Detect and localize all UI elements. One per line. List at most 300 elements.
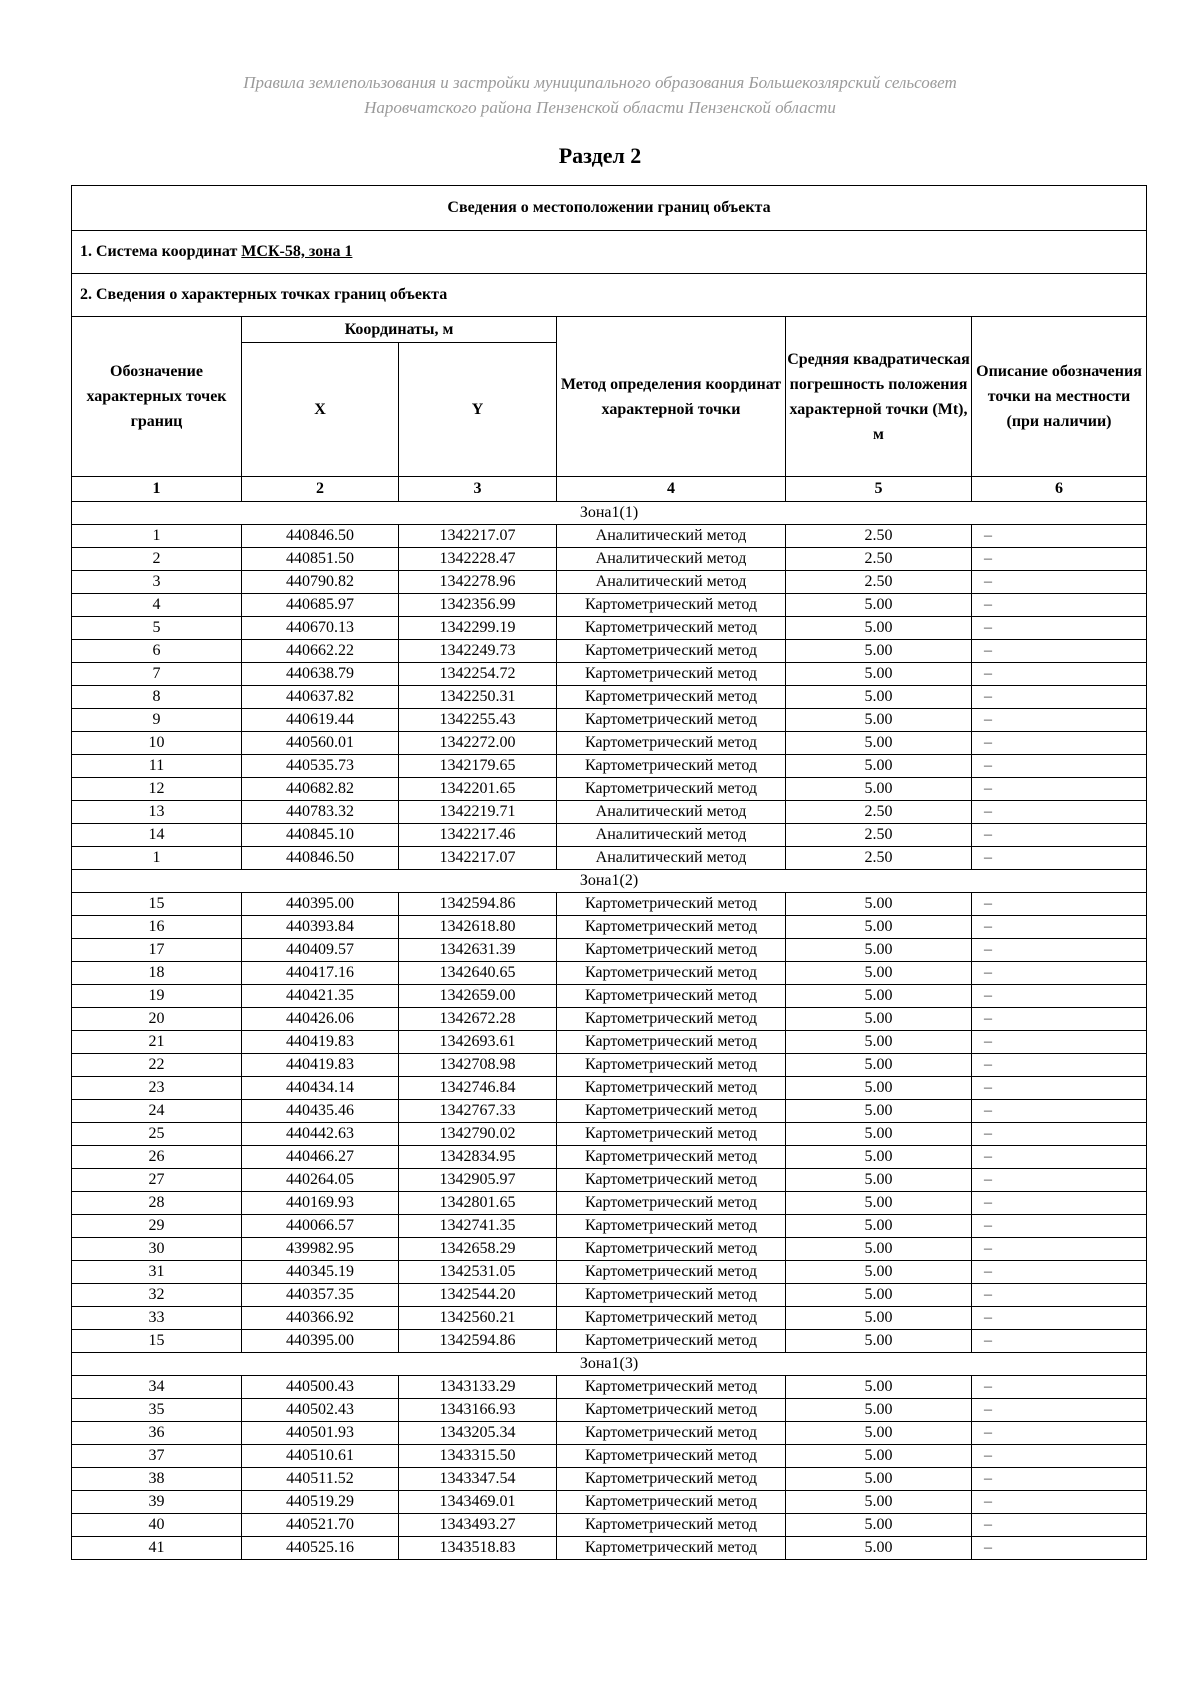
table-row [72, 1468, 1147, 1491]
header-method: Метод определения координат характерной точки [557, 317, 786, 477]
y-coord-cell: 1342594.86 [399, 893, 557, 916]
table-row [72, 1077, 1147, 1100]
method-cell: Картометрический метод [557, 1100, 786, 1123]
error-cell: 5.00 [786, 1514, 972, 1537]
description-cell: – [972, 1399, 1147, 1422]
description-cell: – [972, 1307, 1147, 1330]
point-id-cell: 16 [72, 916, 242, 939]
table-row [72, 1146, 1147, 1169]
method-cell: Картометрический метод [557, 663, 786, 686]
coord-system-prefix: 1. Система координат [80, 243, 242, 260]
table-row [72, 1514, 1147, 1537]
x-coord-cell: 440846.50 [242, 525, 399, 548]
points-caption: 2. Сведения о характерных точках границ объекта [72, 274, 1147, 317]
x-coord-cell: 440502.43 [242, 1399, 399, 1422]
method-cell: Картометрический метод [557, 1307, 786, 1330]
y-coord-cell: 1342631.39 [399, 939, 557, 962]
point-id-cell: 33 [72, 1307, 242, 1330]
x-coord-cell: 440638.79 [242, 663, 399, 686]
point-id-cell: 8 [72, 686, 242, 709]
point-id-cell: 40 [72, 1514, 242, 1537]
error-cell: 5.00 [786, 1491, 972, 1514]
point-id-cell: 15 [72, 893, 242, 916]
x-coord-cell: 440435.46 [242, 1100, 399, 1123]
error-cell: 5.00 [786, 1238, 972, 1261]
x-coord-cell: 440357.35 [242, 1284, 399, 1307]
x-coord-cell: 440426.06 [242, 1008, 399, 1031]
y-coord-cell: 1343518.83 [399, 1537, 557, 1560]
y-coord-cell: 1343493.27 [399, 1514, 557, 1537]
description-cell: – [972, 1169, 1147, 1192]
point-id-cell: 7 [72, 663, 242, 686]
table-row [72, 1330, 1147, 1353]
error-cell: 5.00 [786, 1468, 972, 1491]
error-cell: 5.00 [786, 1284, 972, 1307]
error-cell: 5.00 [786, 985, 972, 1008]
table-row [72, 594, 1147, 617]
error-cell: 5.00 [786, 1100, 972, 1123]
x-coord-cell: 440535.73 [242, 755, 399, 778]
description-cell: – [972, 525, 1147, 548]
description-cell: – [972, 1445, 1147, 1468]
error-cell: 2.50 [786, 824, 972, 847]
description-cell: – [972, 594, 1147, 617]
description-cell: – [972, 571, 1147, 594]
description-cell: – [972, 1238, 1147, 1261]
table-row [72, 801, 1147, 824]
y-coord-cell: 1342201.65 [399, 778, 557, 801]
point-id-cell: 41 [72, 1537, 242, 1560]
point-id-cell: 15 [72, 1330, 242, 1353]
header-y: Y [399, 343, 557, 477]
x-coord-cell: 440560.01 [242, 732, 399, 755]
method-cell: Картометрический метод [557, 1537, 786, 1560]
point-id-cell: 17 [72, 939, 242, 962]
table-row [72, 847, 1147, 870]
y-coord-cell: 1342254.72 [399, 663, 557, 686]
description-cell: – [972, 1330, 1147, 1353]
column-number: 4 [557, 477, 786, 502]
table-row [72, 686, 1147, 709]
point-id-cell: 23 [72, 1077, 242, 1100]
error-cell: 2.50 [786, 847, 972, 870]
error-cell: 5.00 [786, 594, 972, 617]
table-row [72, 1031, 1147, 1054]
table-row [72, 1445, 1147, 1468]
x-coord-cell: 440366.92 [242, 1307, 399, 1330]
method-cell: Картометрический метод [557, 1215, 786, 1238]
error-cell: 5.00 [786, 1307, 972, 1330]
description-cell: – [972, 1376, 1147, 1399]
description-cell: – [972, 985, 1147, 1008]
error-cell: 5.00 [786, 962, 972, 985]
description-cell: – [972, 548, 1147, 571]
method-cell: Картометрический метод [557, 1238, 786, 1261]
y-coord-cell: 1342560.21 [399, 1307, 557, 1330]
point-id-cell: 1 [72, 525, 242, 548]
x-coord-cell: 440846.50 [242, 847, 399, 870]
y-coord-cell: 1342594.86 [399, 1330, 557, 1353]
point-id-cell: 10 [72, 732, 242, 755]
method-cell: Картометрический метод [557, 1445, 786, 1468]
x-coord-cell: 440510.61 [242, 1445, 399, 1468]
y-coord-cell: 1342278.96 [399, 571, 557, 594]
error-cell: 5.00 [786, 1146, 972, 1169]
method-cell: Картометрический метод [557, 1008, 786, 1031]
x-coord-cell: 440783.32 [242, 801, 399, 824]
point-id-cell: 27 [72, 1169, 242, 1192]
column-number: 2 [242, 477, 399, 502]
x-coord-cell: 440395.00 [242, 1330, 399, 1353]
description-cell: – [972, 1008, 1147, 1031]
y-coord-cell: 1342544.20 [399, 1284, 557, 1307]
header-coordinates: Координаты, м [242, 317, 557, 343]
x-coord-cell: 440637.82 [242, 686, 399, 709]
page-header [0, 70, 1200, 120]
error-cell: 5.00 [786, 893, 972, 916]
error-cell: 5.00 [786, 732, 972, 755]
table-row [72, 1215, 1147, 1238]
method-cell: Аналитический метод [557, 801, 786, 824]
table-row [72, 1192, 1147, 1215]
x-coord-cell: 440851.50 [242, 548, 399, 571]
description-cell: – [972, 1215, 1147, 1238]
x-coord-cell: 440519.29 [242, 1491, 399, 1514]
point-id-cell: 22 [72, 1054, 242, 1077]
x-coord-cell: 440264.05 [242, 1169, 399, 1192]
x-coord-cell: 439982.95 [242, 1238, 399, 1261]
error-cell: 5.00 [786, 755, 972, 778]
x-coord-cell: 440169.93 [242, 1192, 399, 1215]
column-number: 3 [399, 477, 557, 502]
coord-system-caption [72, 231, 1147, 274]
x-coord-cell: 440345.19 [242, 1261, 399, 1284]
y-coord-cell: 1342905.97 [399, 1169, 557, 1192]
table-body [72, 502, 1147, 1560]
description-cell: – [972, 1422, 1147, 1445]
point-id-cell: 24 [72, 1100, 242, 1123]
description-cell: – [972, 1192, 1147, 1215]
x-coord-cell: 440419.83 [242, 1031, 399, 1054]
method-cell: Картометрический метод [557, 1422, 786, 1445]
point-id-cell: 9 [72, 709, 242, 732]
point-id-cell: 39 [72, 1491, 242, 1514]
point-id-cell: 28 [72, 1192, 242, 1215]
zone-label: Зона1(2) [72, 870, 1147, 893]
x-coord-cell: 440682.82 [242, 778, 399, 801]
description-cell: – [972, 1491, 1147, 1514]
method-cell: Картометрический метод [557, 686, 786, 709]
x-coord-cell: 440500.43 [242, 1376, 399, 1399]
error-cell: 5.00 [786, 617, 972, 640]
header-point-designation: Обозначение характерных точек границ [72, 317, 242, 477]
description-cell: – [972, 1514, 1147, 1537]
table-row [72, 1169, 1147, 1192]
description-cell: – [972, 1054, 1147, 1077]
description-cell: – [972, 962, 1147, 985]
table-row [72, 1537, 1147, 1560]
table-row [72, 1238, 1147, 1261]
header-description: Описание обозначения точки на местности (при наличии) [972, 317, 1147, 477]
point-id-cell: 11 [72, 755, 242, 778]
y-coord-cell: 1342228.47 [399, 548, 557, 571]
table-row [72, 755, 1147, 778]
point-id-cell: 35 [72, 1399, 242, 1422]
error-cell: 5.00 [786, 778, 972, 801]
zone-row [72, 870, 1147, 893]
description-cell: – [972, 732, 1147, 755]
method-cell: Картометрический метод [557, 1077, 786, 1100]
method-cell: Картометрический метод [557, 1169, 786, 1192]
point-id-cell: 29 [72, 1215, 242, 1238]
method-cell: Аналитический метод [557, 571, 786, 594]
table-row [72, 525, 1147, 548]
table-row [72, 732, 1147, 755]
x-coord-cell: 440521.70 [242, 1514, 399, 1537]
method-cell: Аналитический метод [557, 824, 786, 847]
description-cell: – [972, 939, 1147, 962]
error-cell: 5.00 [786, 663, 972, 686]
zone-row [72, 502, 1147, 525]
y-coord-cell: 1342746.84 [399, 1077, 557, 1100]
table-row [72, 962, 1147, 985]
error-cell: 5.00 [786, 939, 972, 962]
y-coord-cell: 1342179.65 [399, 755, 557, 778]
table-row [72, 824, 1147, 847]
y-coord-cell: 1342640.65 [399, 962, 557, 985]
point-id-cell: 19 [72, 985, 242, 1008]
point-id-cell: 18 [72, 962, 242, 985]
description-cell: – [972, 824, 1147, 847]
table-row [72, 1376, 1147, 1399]
y-coord-cell: 1342255.43 [399, 709, 557, 732]
table-row [72, 1307, 1147, 1330]
method-cell: Картометрический метод [557, 1192, 786, 1215]
x-coord-cell: 440845.10 [242, 824, 399, 847]
error-cell: 5.00 [786, 916, 972, 939]
header-x: X [242, 343, 399, 477]
coord-system-value: МСК-58, зона 1 [241, 243, 353, 260]
header-line-1: Правила землепользования и застройки муниципального образования Большекозлярский сельсовет [243, 73, 957, 92]
description-cell: – [972, 916, 1147, 939]
zone-row [72, 1353, 1147, 1376]
method-cell: Картометрический метод [557, 893, 786, 916]
y-coord-cell: 1342217.46 [399, 824, 557, 847]
column-number: 1 [72, 477, 242, 502]
point-id-cell: 30 [72, 1238, 242, 1261]
x-coord-cell: 440419.83 [242, 1054, 399, 1077]
point-id-cell: 37 [72, 1445, 242, 1468]
y-coord-cell: 1342790.02 [399, 1123, 557, 1146]
x-coord-cell: 440662.22 [242, 640, 399, 663]
table-row [72, 1284, 1147, 1307]
error-cell: 5.00 [786, 1422, 972, 1445]
error-cell: 5.00 [786, 1330, 972, 1353]
y-coord-cell: 1342834.95 [399, 1146, 557, 1169]
table-row [72, 916, 1147, 939]
y-coord-cell: 1342693.61 [399, 1031, 557, 1054]
description-cell: – [972, 686, 1147, 709]
point-id-cell: 21 [72, 1031, 242, 1054]
y-coord-cell: 1342708.98 [399, 1054, 557, 1077]
y-coord-cell: 1342767.33 [399, 1100, 557, 1123]
table-row [72, 939, 1147, 962]
point-id-cell: 3 [72, 571, 242, 594]
point-id-cell: 20 [72, 1008, 242, 1031]
method-cell: Картометрический метод [557, 1514, 786, 1537]
zone-label: Зона1(1) [72, 502, 1147, 525]
description-cell: – [972, 640, 1147, 663]
error-cell: 5.00 [786, 686, 972, 709]
description-cell: – [972, 801, 1147, 824]
error-cell: 5.00 [786, 1261, 972, 1284]
point-id-cell: 38 [72, 1468, 242, 1491]
method-cell: Картометрический метод [557, 594, 786, 617]
x-coord-cell: 440466.27 [242, 1146, 399, 1169]
description-cell: – [972, 893, 1147, 916]
error-cell: 5.00 [786, 1031, 972, 1054]
description-cell: – [972, 1261, 1147, 1284]
description-cell: – [972, 1077, 1147, 1100]
y-coord-cell: 1342217.07 [399, 525, 557, 548]
error-cell: 5.00 [786, 709, 972, 732]
point-id-cell: 26 [72, 1146, 242, 1169]
method-cell: Картометрический метод [557, 916, 786, 939]
table-row [72, 1100, 1147, 1123]
x-coord-cell: 440066.57 [242, 1215, 399, 1238]
description-cell: – [972, 1146, 1147, 1169]
x-coord-cell: 440790.82 [242, 571, 399, 594]
section-title: Раздел 2 [558, 143, 642, 168]
method-cell: Картометрический метод [557, 985, 786, 1008]
table-row [72, 893, 1147, 916]
error-cell: 5.00 [786, 1169, 972, 1192]
method-cell: Аналитический метод [557, 525, 786, 548]
method-cell: Картометрический метод [557, 1054, 786, 1077]
y-coord-cell: 1342672.28 [399, 1008, 557, 1031]
error-cell: 5.00 [786, 1008, 972, 1031]
point-id-cell: 25 [72, 1123, 242, 1146]
column-number: 6 [972, 477, 1147, 502]
table-row [72, 985, 1147, 1008]
method-cell: Картометрический метод [557, 1031, 786, 1054]
table-row [72, 640, 1147, 663]
method-cell: Картометрический метод [557, 755, 786, 778]
table-title: Сведения о местоположении границ объекта [72, 186, 1147, 231]
x-coord-cell: 440670.13 [242, 617, 399, 640]
point-id-cell: 34 [72, 1376, 242, 1399]
y-coord-cell: 1343315.50 [399, 1445, 557, 1468]
table-row [72, 1399, 1147, 1422]
y-coord-cell: 1343133.29 [399, 1376, 557, 1399]
method-cell: Картометрический метод [557, 778, 786, 801]
y-coord-cell: 1342356.99 [399, 594, 557, 617]
x-coord-cell: 440442.63 [242, 1123, 399, 1146]
error-cell: 5.00 [786, 1123, 972, 1146]
point-id-cell: 32 [72, 1284, 242, 1307]
error-cell: 5.00 [786, 1537, 972, 1560]
description-cell: – [972, 1123, 1147, 1146]
description-cell: – [972, 617, 1147, 640]
point-id-cell: 14 [72, 824, 242, 847]
table-row [72, 548, 1147, 571]
point-id-cell: 13 [72, 801, 242, 824]
column-number: 5 [786, 477, 972, 502]
y-coord-cell: 1342659.00 [399, 985, 557, 1008]
error-cell: 2.50 [786, 571, 972, 594]
y-coord-cell: 1342250.31 [399, 686, 557, 709]
table-row [72, 663, 1147, 686]
method-cell: Картометрический метод [557, 1468, 786, 1491]
x-coord-cell: 440511.52 [242, 1468, 399, 1491]
x-coord-cell: 440525.16 [242, 1537, 399, 1560]
y-coord-cell: 1342249.73 [399, 640, 557, 663]
method-cell: Картометрический метод [557, 617, 786, 640]
description-cell: – [972, 847, 1147, 870]
x-coord-cell: 440409.57 [242, 939, 399, 962]
point-id-cell: 2 [72, 548, 242, 571]
point-id-cell: 5 [72, 617, 242, 640]
y-coord-cell: 1342272.00 [399, 732, 557, 755]
y-coord-cell: 1342531.05 [399, 1261, 557, 1284]
point-id-cell: 36 [72, 1422, 242, 1445]
table-row [72, 617, 1147, 640]
y-coord-cell: 1342741.35 [399, 1215, 557, 1238]
method-cell: Картометрический метод [557, 640, 786, 663]
point-id-cell: 12 [72, 778, 242, 801]
point-id-cell: 1 [72, 847, 242, 870]
table-row [72, 1491, 1147, 1514]
method-cell: Картометрический метод [557, 1399, 786, 1422]
table-row [72, 778, 1147, 801]
y-coord-cell: 1342618.80 [399, 916, 557, 939]
description-cell: – [972, 709, 1147, 732]
description-cell: – [972, 1100, 1147, 1123]
table-row [72, 709, 1147, 732]
error-cell: 5.00 [786, 1077, 972, 1100]
description-cell: – [972, 1468, 1147, 1491]
method-cell: Картометрический метод [557, 1491, 786, 1514]
x-coord-cell: 440619.44 [242, 709, 399, 732]
method-cell: Картометрический метод [557, 962, 786, 985]
y-coord-cell: 1342219.71 [399, 801, 557, 824]
table-row [72, 571, 1147, 594]
point-id-cell: 31 [72, 1261, 242, 1284]
error-cell: 5.00 [786, 1054, 972, 1077]
method-cell: Картометрический метод [557, 1284, 786, 1307]
description-cell: – [972, 1031, 1147, 1054]
boundary-points-table [71, 185, 1147, 1560]
table-row [72, 1422, 1147, 1445]
header-error: Средняя квадратическая погрешность положения характерной точки (Mt), м [786, 317, 972, 477]
y-coord-cell: 1342299.19 [399, 617, 557, 640]
column-numbers-row [72, 477, 1147, 502]
error-cell: 5.00 [786, 1192, 972, 1215]
description-cell: – [972, 1537, 1147, 1560]
x-coord-cell: 440393.84 [242, 916, 399, 939]
method-cell: Картометрический метод [557, 939, 786, 962]
y-coord-cell: 1342217.07 [399, 847, 557, 870]
method-cell: Картометрический метод [557, 1376, 786, 1399]
method-cell: Картометрический метод [557, 732, 786, 755]
method-cell: Картометрический метод [557, 1146, 786, 1169]
table-row [72, 1261, 1147, 1284]
x-coord-cell: 440685.97 [242, 594, 399, 617]
y-coord-cell: 1343205.34 [399, 1422, 557, 1445]
method-cell: Картометрический метод [557, 1330, 786, 1353]
error-cell: 2.50 [786, 801, 972, 824]
x-coord-cell: 440421.35 [242, 985, 399, 1008]
